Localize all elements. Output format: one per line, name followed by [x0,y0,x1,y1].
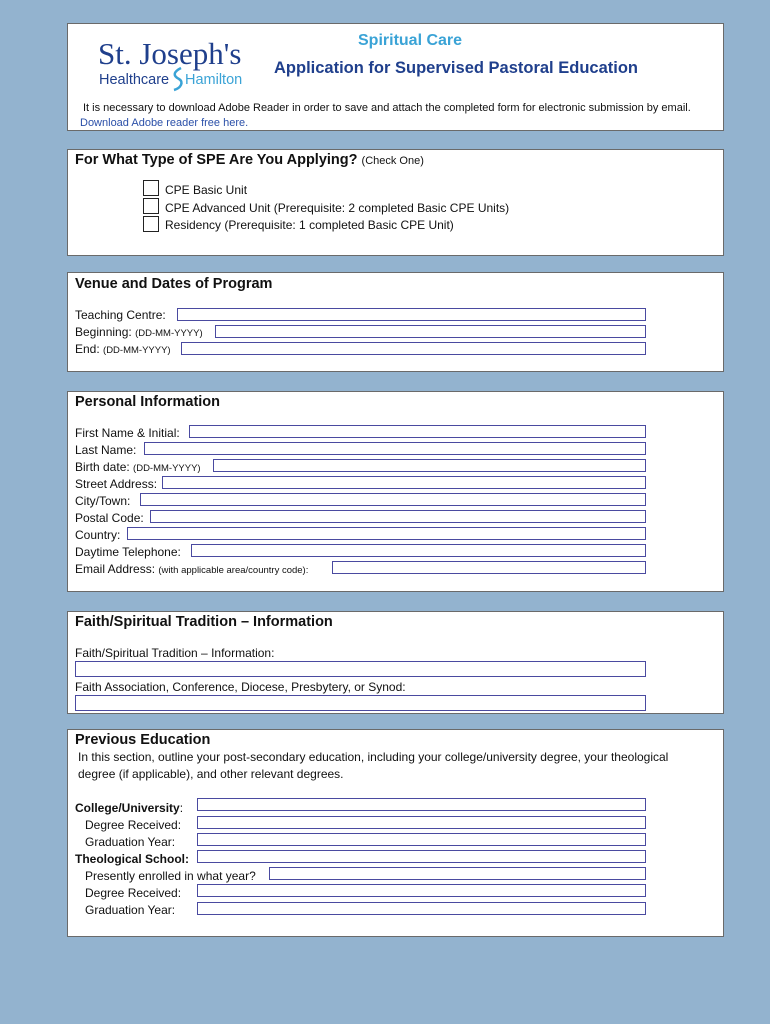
spe-heading [75,152,424,168]
label-college [75,801,183,815]
label-email-text: Email Address: [75,562,156,576]
label-cpe-basic: CPE Basic Unit [165,183,248,197]
label-first-name: First Name & Initial: [75,426,180,440]
label-association: Faith Association, Conference, Diocese, Presbytery, or Synod: [75,680,406,694]
label-country: Country: [75,528,121,542]
logo-swirl-icon [171,66,185,92]
label-phone: Daytime Telephone: [75,545,181,559]
venue-heading: Venue and Dates of Program [75,276,273,292]
college-input[interactable] [197,798,646,811]
email-input[interactable] [332,561,646,574]
beginning-date-input[interactable] [215,325,646,338]
checkbox-cpe-basic[interactable] [143,180,159,196]
grad-year-input[interactable] [197,833,646,846]
label-end-format: (DD-MM-YYYY) [103,345,171,356]
label-beginning-text: Beginning: [75,325,132,339]
degree-input[interactable] [197,816,646,829]
label-beginning-format: (DD-MM-YYYY) [135,328,203,339]
first-name-input[interactable] [189,425,646,438]
education-intro-line2: degree (if applicable), and other relevant degrees. [78,767,344,781]
logo-healthcare: Healthcare [99,72,170,88]
last-name-input[interactable] [144,442,646,455]
postal-code-input[interactable] [150,510,646,523]
spe-heading-note: (Check One) [361,155,424,167]
label-college-text: College/University [75,801,180,815]
label-end-text: End: [75,342,100,356]
venue-section [67,272,724,372]
label-birth-date-format: (DD-MM-YYYY) [133,463,201,474]
education-intro-line1: In this section, outline your post-secondary education, including your college/university degree, your theological [78,750,669,764]
country-input[interactable] [127,527,646,540]
personal-section [67,391,724,592]
label-last-name: Last Name: [75,443,137,457]
label-enrolled: Presently enrolled in what year? [85,869,256,883]
logo-hamilton: Hamilton [185,72,243,88]
title-spiritual-care: Spiritual Care [358,32,463,49]
label-email-note: (with applicable area/country code): [158,565,309,576]
header-section [67,23,724,131]
adobe-download-link[interactable]: Download Adobe reader free here. [80,117,249,129]
label-cpe-advanced: CPE Advanced Unit (Prerequisite: 2 completed Basic CPE Units) [165,201,510,215]
association-input[interactable] [75,695,646,711]
checkbox-cpe-advanced[interactable] [143,198,159,214]
page-title: Application for Supervised Pastoral Education [274,59,638,77]
tradition-input[interactable] [75,661,646,677]
theological-input[interactable] [197,850,646,863]
education-section [67,729,724,937]
label-college-colon: : [179,801,184,815]
education-heading: Previous Education [75,732,211,748]
adobe-note: It is necessary to download Adobe Reader in order to save and attach the completed form for electronic submission by email. [83,102,691,114]
label-theological [75,852,189,866]
faith-section [67,611,724,714]
enrolled-input[interactable] [269,867,646,880]
label-grad-year: Graduation Year: [85,835,176,849]
label-theological-text: Theological School: [75,852,190,866]
birth-date-input[interactable] [213,459,646,472]
label-beginning [75,325,203,339]
checkbox-residency[interactable] [143,216,159,232]
label-postal: Postal Code: [75,511,144,525]
label-residency: Residency (Prerequisite: 1 completed Basic CPE Unit) [165,218,454,232]
degree2-input[interactable] [197,884,646,897]
label-end [75,342,171,356]
label-tradition: Faith/Spiritual Tradition – Information: [75,646,275,660]
label-city: City/Town: [75,494,131,508]
personal-heading: Personal Information [75,394,221,410]
label-birth-date-text: Birth date: [75,460,130,474]
label-street: Street Address: [75,477,158,491]
label-birth-date [75,460,201,474]
grad-year2-input[interactable] [197,902,646,915]
spe-heading-text: For What Type of SPE Are You Applying? [75,152,358,168]
label-teaching-centre: Teaching Centre: [75,308,166,322]
logo-wordmark: St. Joseph's [98,36,242,71]
street-address-input[interactable] [162,476,646,489]
spe-section [67,149,724,256]
phone-input[interactable] [191,544,646,557]
label-degree: Degree Received: [85,818,182,832]
faith-heading: Faith/Spiritual Tradition – Information [75,614,333,630]
city-input[interactable] [140,493,646,506]
label-email [75,562,308,576]
label-grad-year2: Graduation Year: [85,903,176,917]
teaching-centre-input[interactable] [177,308,646,321]
end-date-input[interactable] [181,342,646,355]
st-josephs-logo [98,38,241,92]
label-degree2: Degree Received: [85,886,182,900]
